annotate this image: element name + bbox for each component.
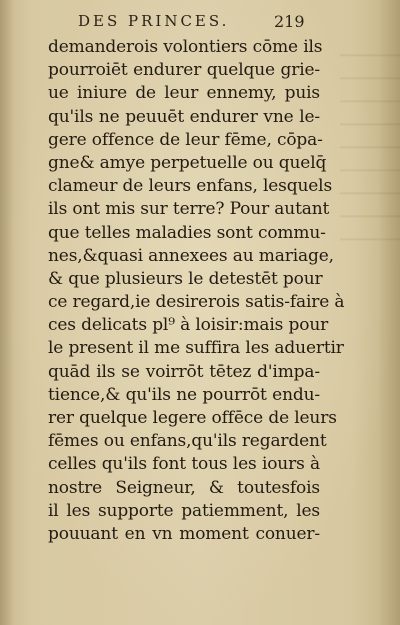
text-line: il les supporte patiemment, les	[48, 500, 320, 521]
text-line: tience,& qu'ils ne pourrōt endu-	[48, 384, 320, 405]
text-line: qu'ils ne peuuēt endurer vne le-	[48, 106, 320, 127]
text-line: clameur de leurs enfans, lesquels	[48, 176, 333, 197]
text-line: ils ont mis sur terre? Pour autant	[48, 199, 330, 220]
text-line: & que plusieurs le detestēt pour	[48, 268, 323, 289]
show-through-text	[340, 40, 400, 260]
text-line: gne& amye perpetuelle ou quelq̄	[48, 152, 327, 173]
text-line: rer quelque legere offēce de leurs	[48, 408, 337, 428]
text-line: pouuant en vn moment conuer-	[48, 523, 320, 544]
text-line: ue iniure de leur ennemy, puis	[48, 83, 320, 104]
gutter-shadow	[0, 0, 14, 625]
text-line: que telles maladies sont commu-	[48, 222, 326, 243]
text-line: pourroiēt endurer quelque grie-	[48, 60, 320, 81]
text-line: demanderois volontiers cōme ils	[48, 37, 323, 57]
text-line: nostre Seigneur, & toutesfois	[48, 477, 320, 498]
running-head	[0, 12, 400, 36]
body-text	[48, 36, 345, 546]
page-number: 219	[274, 12, 305, 31]
text-line: le present il me suffira les aduertir	[48, 338, 344, 359]
text-line: gere offence de leur fēme, cōpa-	[48, 129, 323, 150]
text-line: nes,&quasi annexees au mariage,	[48, 245, 334, 266]
running-title: DES PRINCES.	[78, 12, 230, 30]
text-line: celles qu'ils font tous les iours à	[48, 454, 320, 475]
text-line: fēmes ou enfans,qu'ils regardent	[48, 431, 327, 452]
text-line: quād ils se voirrōt tētez d'impa-	[48, 361, 320, 382]
text-line: ces delicats pl⁹ à loisir:mais pour	[48, 315, 329, 336]
text-line: ce regard,ie desirerois satis-faire à	[48, 292, 345, 313]
